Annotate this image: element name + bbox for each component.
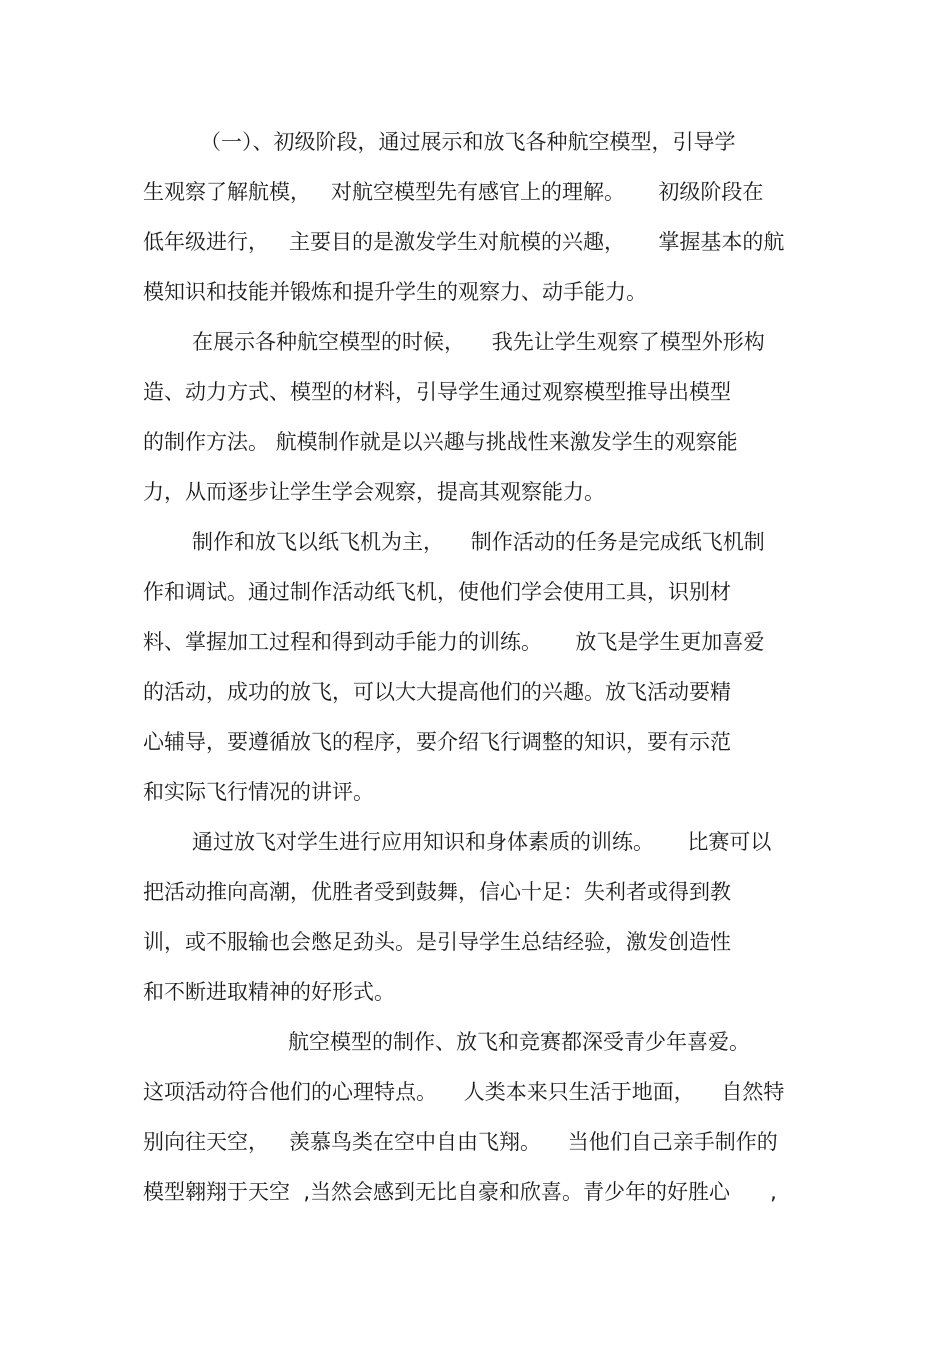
text-line: 的制作方法。 航模制作就是以兴趣与挑战性来激发学生的观察能	[143, 430, 738, 454]
text-line: 别向往天空， 羡慕鸟类在空中自由飞翔。 当他们自己亲手制作的	[143, 1130, 778, 1154]
text-line: 料、掌握加工过程和得到动手能力的训练。 放飞是学生更加喜爱	[143, 630, 765, 654]
text-line: 航空模型的制作、放飞和竞赛都深受青少年喜爱。	[288, 1030, 750, 1054]
text-line: 通过放飞对学生进行应用知识和身体素质的训练。 比赛可以	[192, 830, 772, 854]
text-line: 和实际飞行情况的讲评。	[143, 780, 374, 804]
text-line: 模知识和技能并锻炼和提升学生的观察力、动手能力。	[143, 280, 647, 304]
text-line: 作和调试。通过制作活动纸飞机，使他们学会使用工具，识别材	[143, 580, 731, 604]
text-line: 心辅导，要遵循放飞的程序，要介绍飞行调整的知识，要有示范	[143, 730, 731, 754]
text-line: 生观察了解航模， 对航空模型先有感官上的理解。 初级阶段在	[143, 180, 764, 204]
text-line: 训，或不服输也会憋足劲头。是引导学生总结经验，激发创造性	[143, 930, 731, 954]
text-line: （一）、初级阶段，通过展示和放飞各种航空模型，引导学	[200, 130, 736, 154]
text-line: 模型翱翔于天空 ,当然会感到无比自豪和欣喜。青少年的好胜心 ,	[143, 1180, 777, 1204]
text-line: 和不断进取精神的好形式。	[143, 980, 395, 1004]
text-line: 的活动，成功的放飞，可以大大提高他们的兴趣。放飞活动要精	[143, 680, 731, 704]
text-line: 造、动力方式、模型的材料，引导学生通过观察模型推导出模型	[143, 380, 731, 404]
text-line: 低年级进行， 主要目的是激发学生对航模的兴趣， 掌握基本的航	[143, 230, 785, 254]
text-line: 这项活动符合他们的心理特点。 人类本来只生活于地面， 自然特	[143, 1080, 785, 1104]
text-line: 把活动推向高潮，优胜者受到鼓舞，信心十足：失利者或得到教	[143, 880, 731, 904]
text-line: 制作和放飞以纸飞机为主， 制作活动的任务是完成纸飞机制	[192, 530, 765, 554]
text-line: 在展示各种航空模型的时候， 我先让学生观察了模型外形构	[192, 330, 765, 354]
text-line: 力，从而逐步让学生学会观察，提高其观察能力。	[143, 480, 605, 504]
